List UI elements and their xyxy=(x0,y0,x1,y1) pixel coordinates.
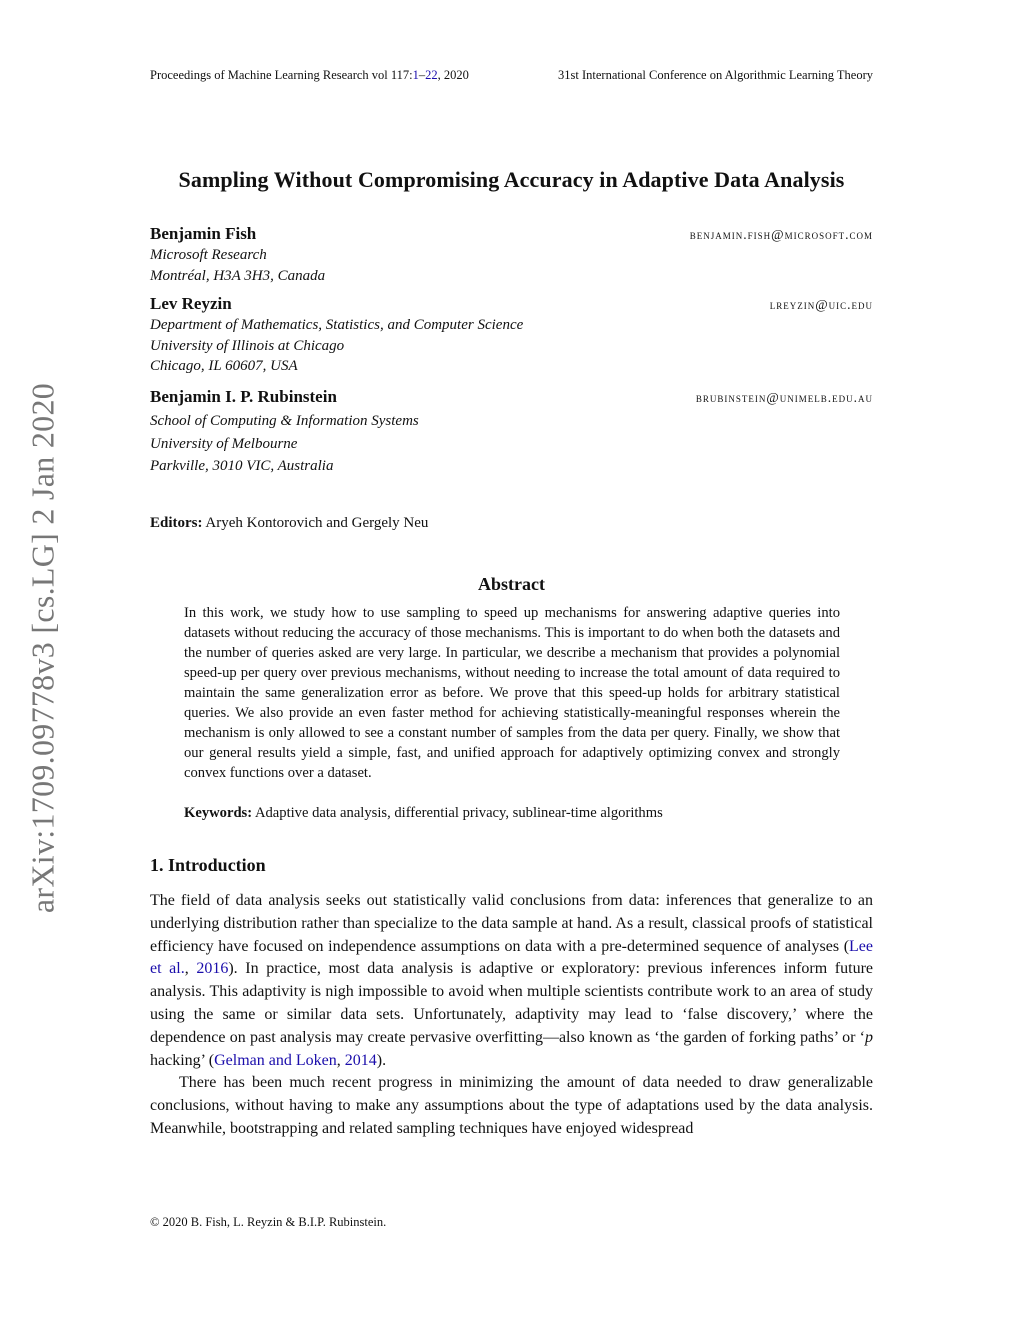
editors-names: Aryeh Kontorovich and Gergely Neu xyxy=(202,515,429,531)
arxiv-stamp: arXiv:1709.09778v3 [cs.LG] 2 Jan 2020 xyxy=(24,382,61,914)
citation-lee-year-link[interactable]: 2016 xyxy=(196,960,229,978)
running-header-right: 31st International Conference on Algorithmic Learning Theory xyxy=(558,68,873,82)
citation-separator: , xyxy=(336,1051,345,1069)
math-p-symbol: p xyxy=(865,1028,873,1046)
author-email-fish: benjamin.fish@microsoft.com xyxy=(689,227,873,242)
copyright-footer xyxy=(150,1215,386,1230)
citation-separator: , xyxy=(184,960,197,978)
author-name-reyzin: Lev Reyzin xyxy=(150,294,232,313)
abstract-heading: Abstract xyxy=(478,574,545,594)
text-run: ). xyxy=(376,1051,387,1069)
author-affiliation-reyzin xyxy=(150,315,523,377)
editors-line xyxy=(150,515,428,532)
citation-lee-link[interactable]: Lee et al. xyxy=(150,937,873,978)
author-affiliation-fish xyxy=(150,245,325,286)
running-header-left xyxy=(150,68,469,83)
affiliation-line: University of Melbourne xyxy=(150,435,298,452)
journal-info: Proceedings of Machine Learning Research vol 117: xyxy=(150,68,413,82)
affiliation-line: Chicago, IL 60607, USA xyxy=(150,358,298,374)
affiliation-line: Microsoft Research xyxy=(150,247,267,263)
author-name-fish: Benjamin Fish xyxy=(150,224,257,243)
section-heading-introduction: 1. Introduction xyxy=(150,855,266,875)
page-range-start-link[interactable]: 1 xyxy=(412,68,419,82)
page-range-dash: – xyxy=(418,68,426,82)
keywords-text: Adaptive data analysis, differential privacy, sublinear-time algorithms xyxy=(252,805,663,821)
text-run: The field of data analysis seeks out statistically valid conclusions from data: inferences that generalize to an underlying distribution rather than specialize to the data sample at hand. As a result, classical proofs of statistical efficiency have focused on independence assumptions on data with a pre-determined sequence of analyses ( xyxy=(150,892,873,955)
citation-gelman-year-link[interactable]: 2014 xyxy=(344,1051,377,1069)
copyright-text: 2020 B. Fish, L. Reyzin & B.I.P. Rubinstein. xyxy=(159,1215,387,1229)
copyright-icon: © xyxy=(150,1215,160,1229)
affiliation-line: University of Illinois at Chicago xyxy=(150,337,345,354)
introduction-body xyxy=(150,890,873,1141)
text-run: ). In practice, most data analysis is adaptive or exploratory: previous inferences inform future analysis. This adaptivity is nigh impossible to avoid when multiple scientists contribute work to an area of study using the same or similar data sets. Unfortunately, adaptivity may lead to ‘false discovery,’ where the dependence on past analysis may create pervasive overfitting—also known as ‘the garden of forking paths’ or ‘ xyxy=(150,960,873,1046)
intro-paragraph-2: There has been much recent progress in minimizing the amount of data needed to draw generalizable conclusions, without having to make any assumptions about the type of adaptations used by the data analysis. Meanwhile, bootstrapping and related sampling techniques have enjoyed widespread xyxy=(150,1074,873,1137)
citation-gelman-link[interactable]: Gelman and Loken xyxy=(214,1051,337,1069)
author-email-rubinstein: brubinstein@unimelb.edu.au xyxy=(695,390,873,405)
editors-label: Editors: xyxy=(150,515,203,531)
intro-paragraph-1 xyxy=(150,890,873,1072)
affiliation-line: Department of Mathematics, Statistics, and Computer Science xyxy=(150,317,524,333)
abstract-body: In this work, we study how to use sampling to speed up mechanisms for answering adaptive queries into datasets without reducing the accuracy of those mechanisms. This is important to do when both the datasets and the number of queries asked are very large. In particular, we describe a mechanism that provides a polynomial speed-up per query over previous mechanisms, without needing to increase the total amount of data required to maintain the same generalization error as before. We prove that this speed-up holds for arbitrary statistical queries. We also provide an even faster method for achieving statistically-meaningful responses wherein the mechanism is only allowed to see a constant number of samples from the data per query. Finally, we show that our general results yield a simple, fast, and unified approach for adaptively optimizing convex and strongly convex functions over a dataset. xyxy=(184,605,840,781)
paper-title: Sampling Without Compromising Accuracy in Adaptive Data Analysis xyxy=(178,167,845,192)
author-affiliation-rubinstein xyxy=(150,410,419,478)
text-run: hacking’ ( xyxy=(150,1051,215,1069)
page-range-end-link[interactable]: 22 xyxy=(425,68,438,82)
affiliation-line: School of Computing & Information Systems xyxy=(150,413,419,429)
journal-year: , 2020 xyxy=(437,68,469,82)
affiliation-line: Parkville, 3010 VIC, Australia xyxy=(150,458,334,474)
author-name-rubinstein: Benjamin I. P. Rubinstein xyxy=(150,387,337,406)
keywords-label: Keywords: xyxy=(184,805,253,821)
author-email-reyzin: lreyzin@uic.edu xyxy=(769,297,873,312)
affiliation-line: Montréal, H3A 3H3, Canada xyxy=(150,267,326,284)
keywords-line xyxy=(184,805,663,822)
